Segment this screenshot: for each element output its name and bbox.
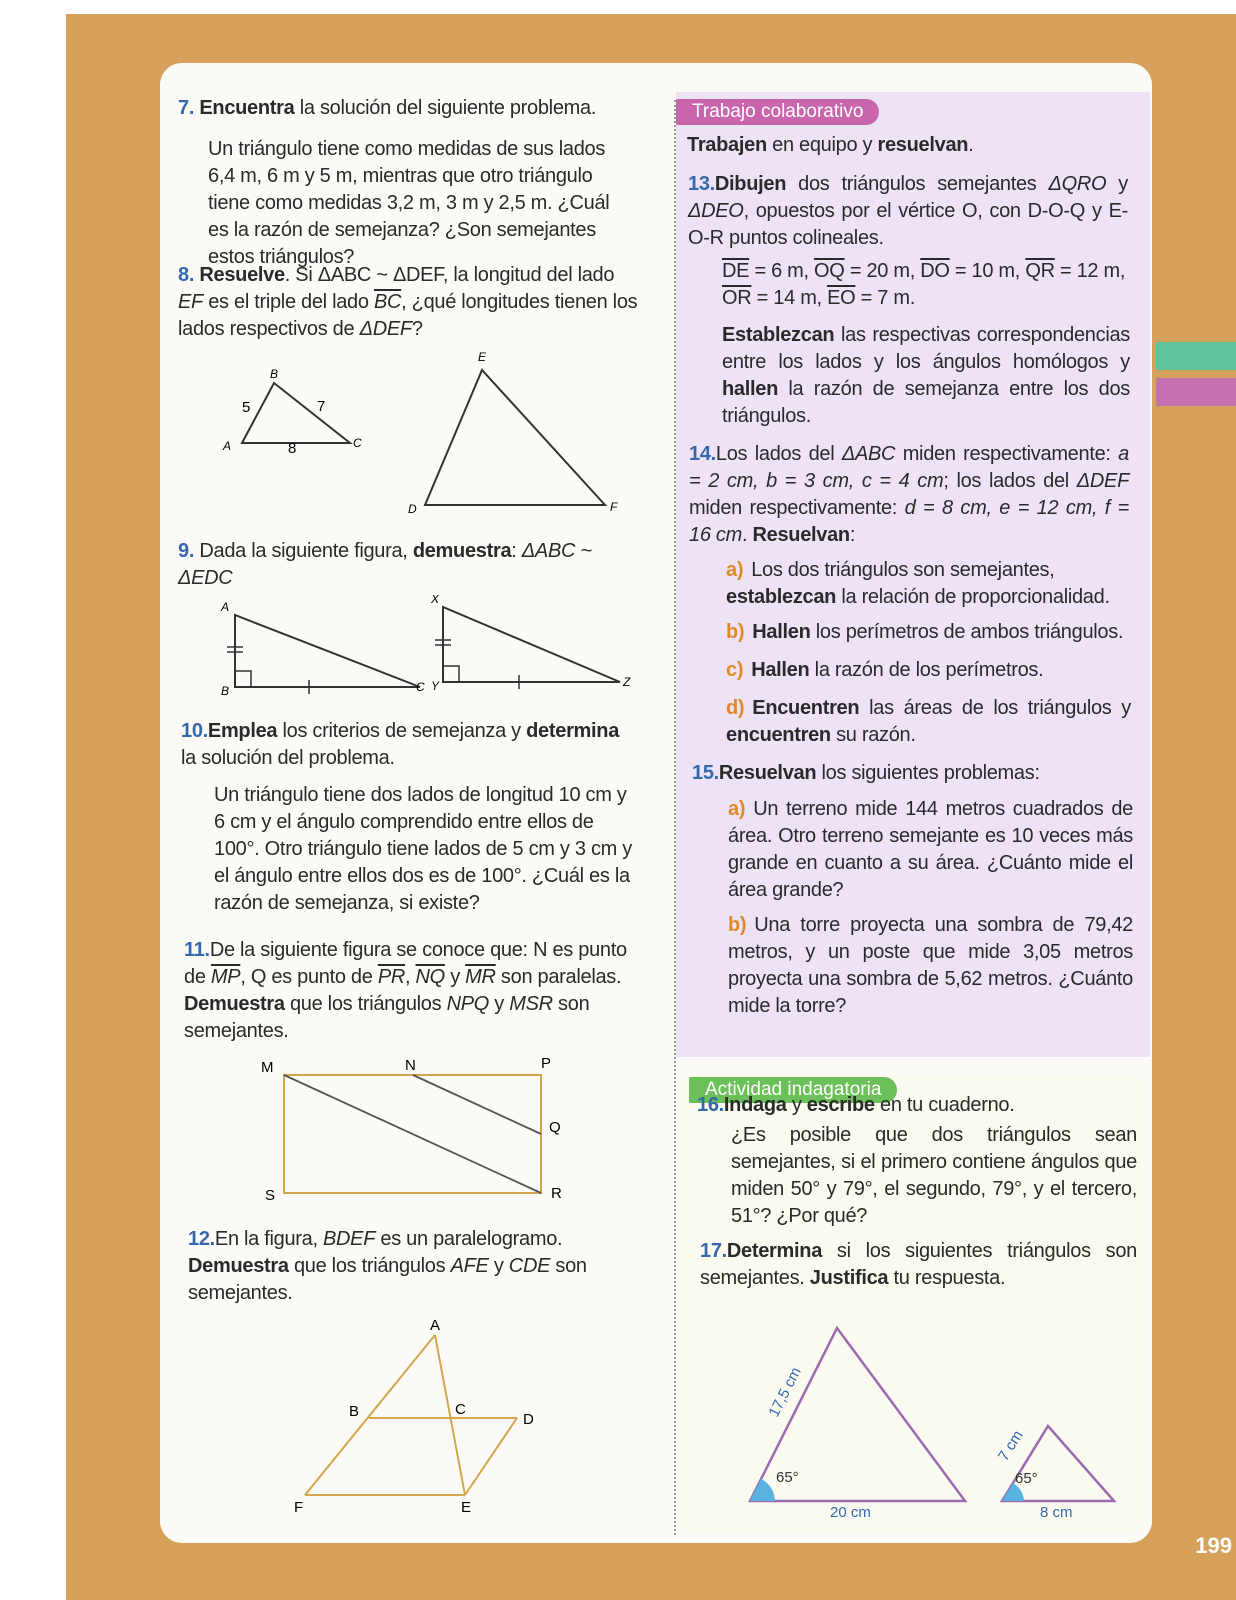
- collab-intro: Trabajen en equipo y resuelvan.: [687, 134, 974, 156]
- label-e: E: [478, 350, 487, 364]
- label-d: D: [523, 1411, 534, 1428]
- triangle-abc: [242, 383, 350, 443]
- label-b: B: [349, 1403, 360, 1420]
- label-f: F: [294, 1499, 304, 1516]
- label-side-7: 7: [317, 398, 326, 415]
- segment-nq: [413, 1075, 541, 1134]
- exercise-15: 15.Resuelvan los siguientes problemas:: [692, 762, 1040, 784]
- exercise-16-body: ¿Es posible que dos triángulos sean semejantes, si el primero contiene ángulos que miden 50° y 79°, el segundo, 79°, y el tercero, 51°? ¿Por qué?: [731, 1124, 1137, 1227]
- exercise-10-body: Un triángulo tiene dos lados de longitud 10 cm y 6 cm y el ángulo comprendido entre ellos de 100°. Otro triángulo tiene lados de 5 cm y 3 cm y el ángulo entre ellos dos es de 100°. ¿Cuál es la razón de semejanza, si existe?: [214, 784, 632, 914]
- triangle-abc: [235, 615, 420, 687]
- side-small-label: 7 cm: [994, 1427, 1027, 1465]
- exercise-10: 10.Emplea los criterios de semejanza y determina la solución del problema.: [181, 720, 620, 769]
- exercise-14-item-d: d) Encuentren las áreas de los triángulos y encuentren su razón.: [726, 697, 1131, 746]
- collaborative-work-tag: Trabajo colaborativo: [676, 99, 879, 125]
- section-tab-green: [1156, 342, 1236, 370]
- column-divider: [674, 100, 676, 1535]
- label-q: Q: [549, 1119, 561, 1136]
- triangle-xyz: [443, 607, 620, 682]
- exercise-12: 12.En la figura, BDEF es un paralelogramo. Demuestra que los triángulos AFE y CDE son semejantes.: [188, 1228, 587, 1304]
- exercise-8: 8. Resuelve. Si ΔABC ~ ΔDEF, la longitud del lado EF es el triple del lado $\overline{BC}$, ¿qué longitudes tienen los lados respectivos de ΔDEF?: [178, 264, 638, 340]
- label-p: P: [541, 1055, 552, 1072]
- label-d: D: [408, 502, 417, 516]
- exercise-17: 17.Determina si los siguientes triángulos son semejantes. Justifica tu respuesta.: [700, 1240, 1137, 1289]
- segment-de: [465, 1418, 517, 1495]
- label-s: S: [265, 1187, 276, 1204]
- label-a: A: [223, 439, 232, 453]
- page-number: 199: [1195, 1533, 1232, 1558]
- section-tab-purple: [1156, 378, 1236, 406]
- exercise-7: 7. Encuentra la solución del siguiente problema.: [178, 97, 597, 119]
- base-large-label: 20 cm: [830, 1504, 871, 1518]
- segment-mr: [284, 1075, 541, 1193]
- angle-small-label: 65°: [1015, 1470, 1038, 1487]
- label-m: M: [261, 1059, 274, 1076]
- label-n: N: [405, 1057, 416, 1074]
- label-a: A: [430, 1317, 441, 1334]
- label-r: R: [551, 1185, 562, 1202]
- label-e: E: [461, 1499, 472, 1516]
- exercise-15-item-a: a) Un terreno mide 144 metros cuadrados de área. Otro terreno semejante es 10 veces más grande en cuanto a su área. ¿Cuánto mide el área grande?: [728, 798, 1133, 901]
- figure-17: [730, 1318, 1130, 1518]
- exercise-14: 14.Los lados del ΔABC miden respectivamente: a = 2 cm, b = 3 cm, c = 4 cm; los lados del ΔDEF miden respectivamente: d = 8 cm, e = 12 cm, f = 16 cm. Resuelvan:: [689, 443, 1129, 546]
- triangle-def: [425, 370, 605, 505]
- label-side-8: 8: [288, 440, 297, 457]
- exercise-14-item-c: c) Hallen la razón de los perímetros.: [726, 659, 1044, 681]
- label-a: A: [221, 600, 230, 614]
- exercise-14-item-b: b) Hallen los perímetros de ambos triángulos.: [726, 621, 1124, 643]
- figure-11: [255, 1052, 575, 1212]
- exercise-13: 13.Dibujen dos triángulos semejantes ΔQRO y ΔDEO, opuestos por el vértice O, con D-O-Q y E-O-R puntos colineales.: [688, 173, 1128, 249]
- label-y: Y: [431, 679, 440, 693]
- exercise-11: 11.De la siguiente figura se conoce que: N es punto de $\overline{MP}$, Q es punto de $\overline{PR}$, $\overline{NQ}$ y $\overline{MR}$ son paralelas. Demuestra que los triángulos NPQ y MSR son semejantes.: [184, 939, 627, 1042]
- label-f: F: [610, 500, 618, 514]
- label-z: Z: [623, 675, 631, 689]
- exercise-15-item-b: b) Una torre proyecta una sombra de 79,42 metros, y un poste que mide 3,05 metros proyecta una sombra de 5,62 metros. ¿Cuánto mide la torre?: [728, 914, 1133, 1017]
- figure-8: [210, 345, 630, 520]
- label-b: B: [221, 684, 230, 698]
- label-c: C: [353, 436, 362, 450]
- exercise-13-measures: $\overline{DE} = 6$ m, $\overline{OQ} = 20$ m, $\overline{DO} = 10$ m, $\overline{QR} = 12$ m, $\overline{OR} = 14$ m, $\overline{EO} = 7$ m.: [722, 260, 1126, 309]
- inquiry-activity-tag: Actividad indagatoria: [689, 1077, 897, 1103]
- label-b: B: [270, 367, 279, 381]
- figure-9: [215, 595, 645, 705]
- angle-large-label: 65°: [776, 1469, 799, 1486]
- segment-af: [305, 1335, 435, 1495]
- label-c: C: [416, 680, 425, 694]
- exercise-13-task: Establezcan las respectivas correspondencias entre los lados y los ángulos homólogos y hallen la razón de semejanza entre los dos triángulos.: [722, 324, 1130, 427]
- figure-12: [285, 1310, 555, 1540]
- label-side-5: 5: [242, 399, 251, 416]
- base-small-label: 8 cm: [1040, 1504, 1073, 1518]
- exercise-14-item-a: a) Los dos triángulos son semejantes, establezcan la relación de proporcionalidad.: [726, 559, 1110, 608]
- label-x: X: [431, 595, 440, 606]
- side-large-label: 17,5 cm: [765, 1364, 805, 1420]
- exercise-9: 9. Dada la siguiente figura, demuestra: ΔABC ~ ΔEDC: [178, 540, 592, 589]
- label-c: C: [455, 1401, 466, 1418]
- exercise-16: 16.Indaga y escribe en tu cuaderno.: [697, 1094, 1015, 1116]
- angle-mark-large: [750, 1479, 775, 1501]
- exercise-7-body: Un triángulo tiene como medidas de sus lados 6,4 m, 6 m y 5 m, mientras que otro triángulo tiene como medidas 3,2 m, 3 m y 2,5 m. ¿Cuál es la razón de semejanza? ¿Son semejantes estos triángulos?: [208, 138, 610, 268]
